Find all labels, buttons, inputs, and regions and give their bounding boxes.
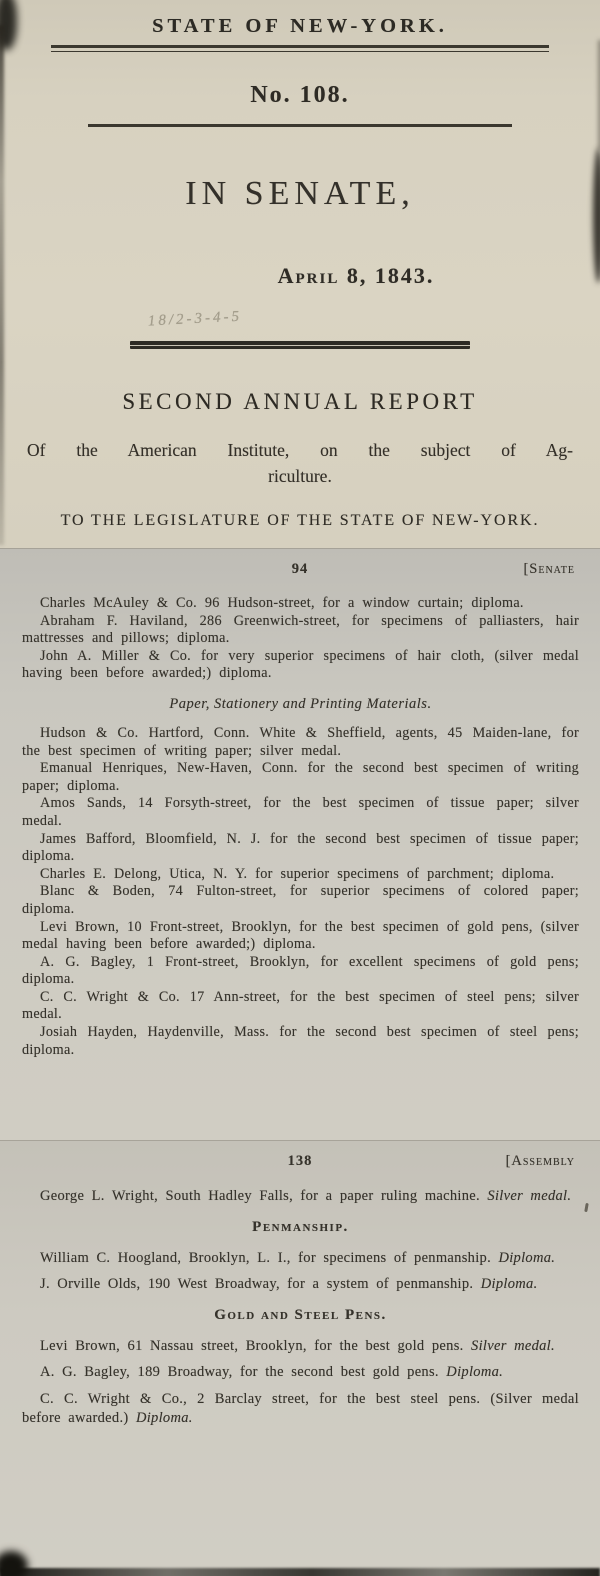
state-title: STATE OF NEW-YORK. [152,15,448,37]
award-entry [22,1187,579,1207]
section-heading-paper: Paper, Stationery and Printing Materials. [169,695,432,712]
entry-award: Diploma. [480,1276,538,1292]
award-entry: Charles E. Delong, Utica, N. Y. for superior specimens of parchment; diploma. [40,865,555,882]
award-entry: Levi Brown, 10 Front-street, Brooklyn, for the best specimen of gold pens, (silver medal having been before awarded;) diploma. [22,918,579,953]
entry-award: Diploma. [446,1364,504,1380]
entry-award: Diploma. [498,1249,556,1266]
entry-award: Diploma. [135,1410,193,1426]
award-entry: Amos Sands, 14 Forsyth-street, for the best specimen of tissue paper; silver medal. [22,795,579,829]
ornamental-rule [130,341,470,349]
double-rule [51,45,549,52]
entry-text: William C. Hoogland, Brooklyn, L. I., for specimens of penmanship. [40,1249,492,1266]
pencil-annotation: 18/2-3-4-5 [147,308,243,330]
award-entry [22,1275,579,1295]
running-head: [Assembly [505,1153,575,1169]
page-number: 138 [287,1153,313,1169]
award-entry: A. G. Bagley, 1 Front-street, Brooklyn, for excellent specimens of gold pens; diploma. [22,953,579,988]
award-entry [22,1249,579,1269]
entry-text: C. C. Wright & Co., 2 Barclay street, for the best steel pens. (Silver medal before awarded.) [22,1390,579,1426]
award-entry: John A. Miller & Co. for very superior specimens of hair cloth, (silver medal having been before awarded;) diploma. [22,647,579,682]
page-body [0,582,600,1059]
document-number: No. 108. [250,82,350,108]
award-entry [22,1390,579,1429]
page-header [0,560,600,582]
report-subtitle-line1: Of the American Institute, on the subject of Ag- [27,440,573,460]
award-entry: James Bafford, Bloomfield, N. J. for the second best specimen of tissue paper; diploma. [22,830,579,865]
award-entry: Abraham F. Haviland, 286 Greenwich-street, for specimens of palliasters, hair mattresses and pillows; diploma. [22,612,579,647]
entry-text: J. Orville Olds, 190 West Broadway, for a system of penmanship. [40,1276,474,1292]
report-title: SECOND ANNUAL REPORT [122,389,478,414]
entry-text: Levi Brown, 61 Nassau street, Brooklyn, for the best gold pens. [40,1337,464,1354]
cover-page [0,0,600,548]
addressee-line: TO THE LEGISLATURE OF THE STATE OF NEW-YORK. [60,512,540,529]
page-138 [0,1140,600,1576]
page-header [0,1152,600,1174]
award-entry: Blanc & Boden, 74 Fulton-street, for superior specimens of colored paper; diploma. [22,883,579,917]
section-heading-penmanship: Penmanship. [252,1218,349,1235]
page-number: 94 [291,561,309,577]
award-entry [22,1337,579,1357]
page-94 [0,548,600,1140]
session-date: April 8, 1843. [277,263,435,288]
award-entry [22,1363,579,1383]
award-entry: Emanual Henriques, New-Haven, Conn. for the second best specimen of writing paper; diploma. [22,760,579,794]
running-head: [Senate [523,561,575,577]
single-rule [88,124,512,127]
award-entry: Josiah Hayden, Haydenville, Mass. for the second best specimen of steel pens; diploma. [22,1024,579,1058]
page-body [0,1174,600,1429]
section-heading-pens: Gold and Steel Pens. [214,1306,387,1323]
award-entry: Hudson & Co. Hartford, Conn. White & Sheffield, agents, 45 Maiden-lane, for the best specimen of writing paper; silver medal. [22,724,579,759]
award-entry: Charles McAuley & Co. 96 Hudson-street, for a window curtain; diploma. [40,595,524,611]
report-subtitle-line2: riculture. [268,466,332,486]
entry-award: Silver medal. [471,1337,555,1354]
entry-text: George L. Wright, South Hadley Falls, for a paper ruling machine. [40,1188,480,1204]
entry-award: Silver medal. [487,1188,572,1204]
entry-text: A. G. Bagley, 189 Broadway, for the second best gold pens. [40,1364,439,1380]
award-entry: C. C. Wright & Co. 17 Ann-street, for the best specimen of steel pens; silver medal. [22,988,579,1023]
chamber-title: IN SENATE, [185,175,415,212]
